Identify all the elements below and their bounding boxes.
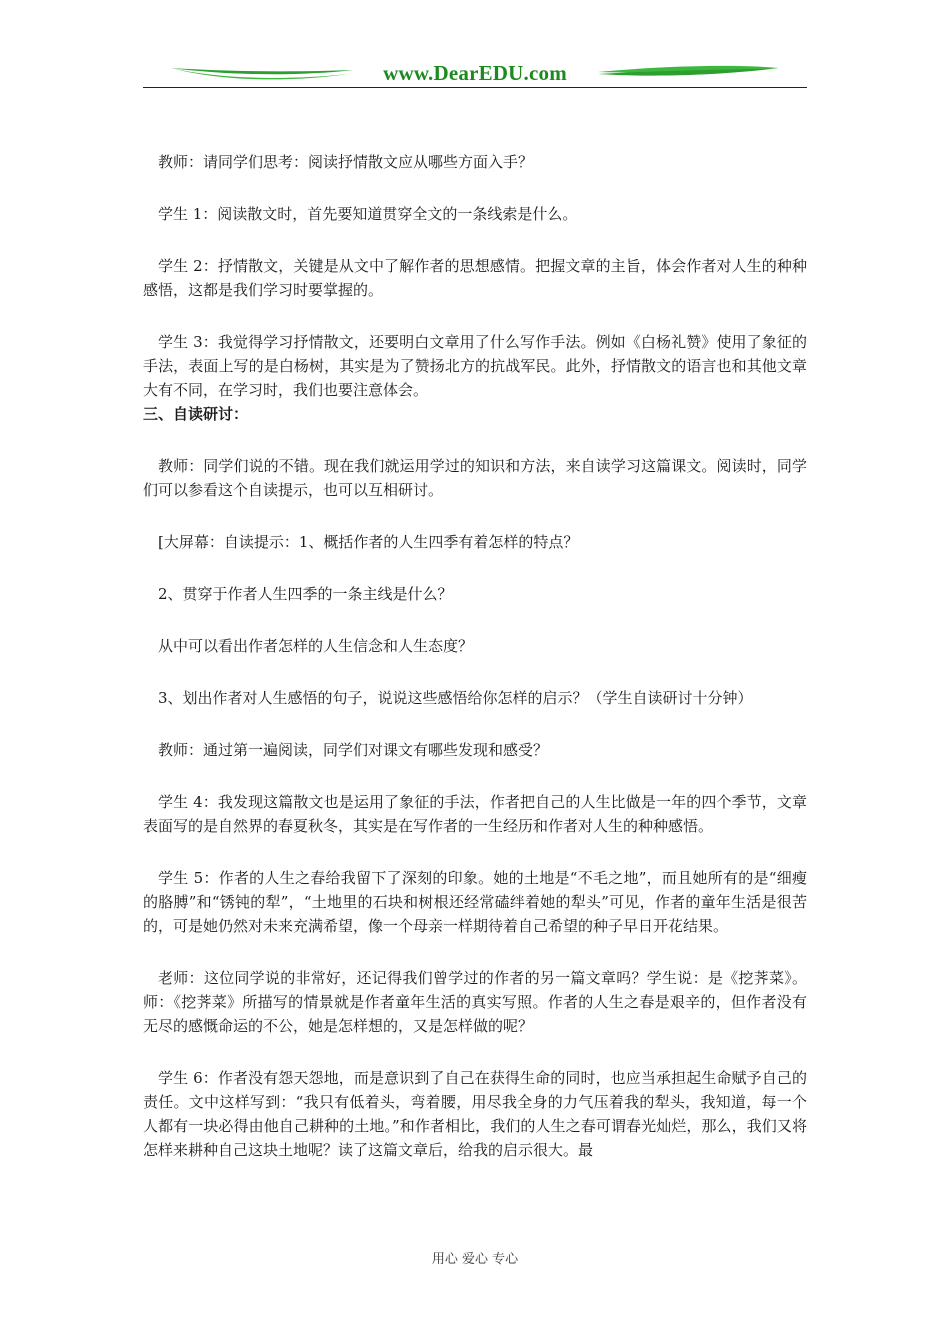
header-divider: [143, 87, 807, 88]
paragraph: 教师：通过第一遍阅读，同学们对课文有哪些发现和感受？: [158, 741, 549, 759]
paragraph: 学生 2：抒情散文，关键是从文中了解作者的思想感情。把握文章的主旨，体会作者对人生的种种感悟，这都是我们学习时要掌握的。: [143, 257, 807, 299]
paragraph: 学生 4：我发现这篇散文也是运用了象征的手法，作者把自己的人生比做是一年的四个季节，文章表面写的是自然界的春夏秋冬，其实是在写作者的一生经历和作者对人生的种种感悟。: [143, 793, 807, 835]
paragraph: 学生 6：作者没有怨天怨地，而是意识到了自己在获得生命的同时，也应当承担起生命赋予自己的责任。文中这样写到：“我只有低着头，弯着腰，用尽我全身的力气压着我的犁头，我知道，每一个人都有一块必得由他自己耕种的土地。”和作者相比，我们的人生之春可谓春光灿烂，那么，我们又将怎样来耕种自己这块土地呢？读了这篇文章后，给我的启示很大。最: [143, 1069, 807, 1159]
paragraph: 教师：同学们说的不错。现在我们就运用学过的知识和方法，来自读学习这篇课文。阅读时，同学们可以参看这个自读提示，也可以互相研讨。: [143, 457, 807, 499]
document-body: [143, 150, 807, 1162]
paragraph: 教师：请同学们思考：阅读抒情散文应从哪些方面入手？: [158, 153, 534, 171]
paragraph: [大屏幕：自读提示：1、概括作者的人生四季有着怎样的特点？: [158, 533, 579, 551]
site-logo-text: www.DearEDU.com: [383, 61, 567, 85]
paragraph: 学生 3：我觉得学习抒情散文，还要明白文章用了什么写作手法。例如《白杨礼赞》使用了象征的手法，表面上写的是白杨树，其实是为了赞扬北方的抗战军民。此外，抒情散文的语言也和其他文章大有不同，在学习时，我们也要注意体会。: [143, 333, 807, 399]
page-footer: 用心 爱心 专心: [431, 1252, 519, 1267]
paragraph: 从中可以看出作者怎样的人生信念和人生态度？: [158, 637, 474, 655]
paragraph: 学生 1：阅读散文时，首先要知道贯穿全文的一条线索是什么。: [158, 205, 578, 223]
site-header: [143, 58, 807, 90]
paragraph: 老师：这位同学说的非常好，还记得我们曾学过的作者的另一篇文章吗？学生说：是《挖荠菜》。师：《挖荠菜》所描写的情景就是作者童年生活的真实写照。作者的人生之春是艰辛的，但作者没有无尽的感慨命运的不公，她是怎样想的，又是怎样做的呢？: [143, 969, 807, 1035]
section-heading: 三、自读研讨：: [143, 405, 249, 423]
paragraph: 3、划出作者对人生感悟的句子，说说这些感悟给你怎样的启示？（学生自读研讨十分钟）: [158, 689, 753, 707]
paragraph: 学生 5：作者的人生之春给我留下了深刻的印象。她的土地是“不毛之地”，而且她所有的是“细瘦的胳膊”和“锈钝的犁”，“土地里的石块和树根还经常磕绊着她的犁头”可见，作者的童年生活是很苦的，可是她仍然对未来充满希望，像一个母亲一样期待着自己希望的种子早日开花结果。: [143, 869, 807, 935]
paragraph: 2、贯穿于作者人生四季的一条主线是什么？: [158, 585, 453, 603]
